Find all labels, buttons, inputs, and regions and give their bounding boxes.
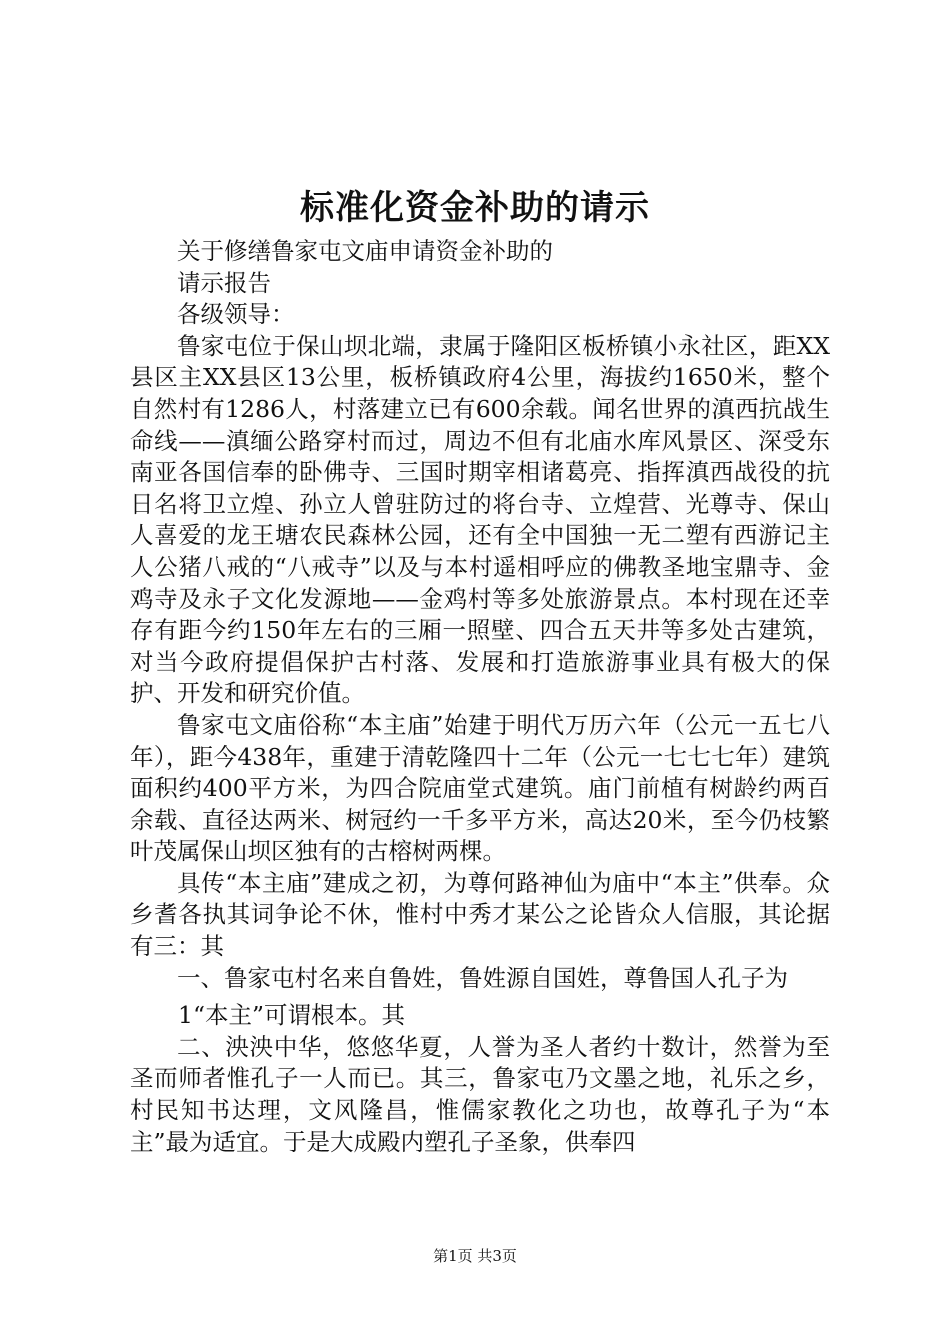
paragraph-temple-legend: 具传“本主庙”建成之初，为尊何路神仙为庙中“本主”供奉。众乡耆各执其词争论不休，惟村中秀才某公之论皆众人信服，其论据有三：其 xyxy=(130,868,830,961)
document-body xyxy=(130,236,830,1158)
document-title: 标准化资金补助的请示 xyxy=(300,188,650,228)
page-number: 第1页 共3页 xyxy=(433,1247,517,1265)
subject-line-2: 请示报告 xyxy=(177,268,271,297)
paragraph-argument-one-cont: 1“本主”可谓根本。其 xyxy=(178,1001,405,1030)
salutation: 各级领导： xyxy=(177,300,295,329)
paragraph-argument-two: 二、泱泱中华，悠悠华夏，人誉为圣人者约十数计，然誉为至圣而师者惟孔子一人而已。其三，鲁家屯乃文墨之地，礼乐之乡，村民知书达理，文风隆昌，惟儒家教化之功也，故尊孔子为“本主”最为适宜。于是大成殿内塑孔子圣象，供奉四 xyxy=(130,1032,830,1156)
subject-line-1: 关于修缮鲁家屯文庙申请资金补助的 xyxy=(177,237,553,265)
paragraph-village-intro: 鲁家屯位于保山坝北端，隶属于隆阳区板桥镇小永社区，距XX县区主XX县区13公里，板桥镇政府4公里，海拔约1650米，整个自然村有1286人，村落建立已有600余载。闻名世界的滇西抗战生命线——滇缅公路穿村而过，周边不但有北庙水库风景区、深受东南亚各国信奉的卧佛寺、三国时期宰相诸葛亮、指挥滇西战役的抗日名将卫立煌、孙立人曾驻防过的将台寺、立煌营、光尊寺、保山人喜爱的龙王塘农民森林公园，还有全中国独一无二塑有西游记主人公猪八戒的“八戒寺”以及与本村遥相呼应的佛教圣地宝鼎寺、金鸡寺及永子文化发源地——金鸡村等多处旅游景点。本村现在还幸存有距今约150年左右的三厢一照壁、四合五天井等多处古建筑，对当今政府提倡保护古村落、发展和打造旅游事业具有极大的保护、开发和研究价值。 xyxy=(130,331,830,708)
paragraph-argument-one: 一、鲁家屯村名来自鲁姓，鲁姓源自国姓，尊鲁国人孔子为 xyxy=(177,963,788,992)
paragraph-temple-history: 鲁家屯文庙俗称“本主庙”始建于明代万历六年（公元一五七八年），距今438年，重建于清乾隆四十二年（公元一七七七年）建筑面积约400平方米，为四合院庙堂式建筑。庙门前植有树龄约两百余载、直径达两米、树冠约一千多平方米，高达20米，至今仍枝繁叶茂属保山坝区独有的古榕树两棵。 xyxy=(130,710,830,866)
